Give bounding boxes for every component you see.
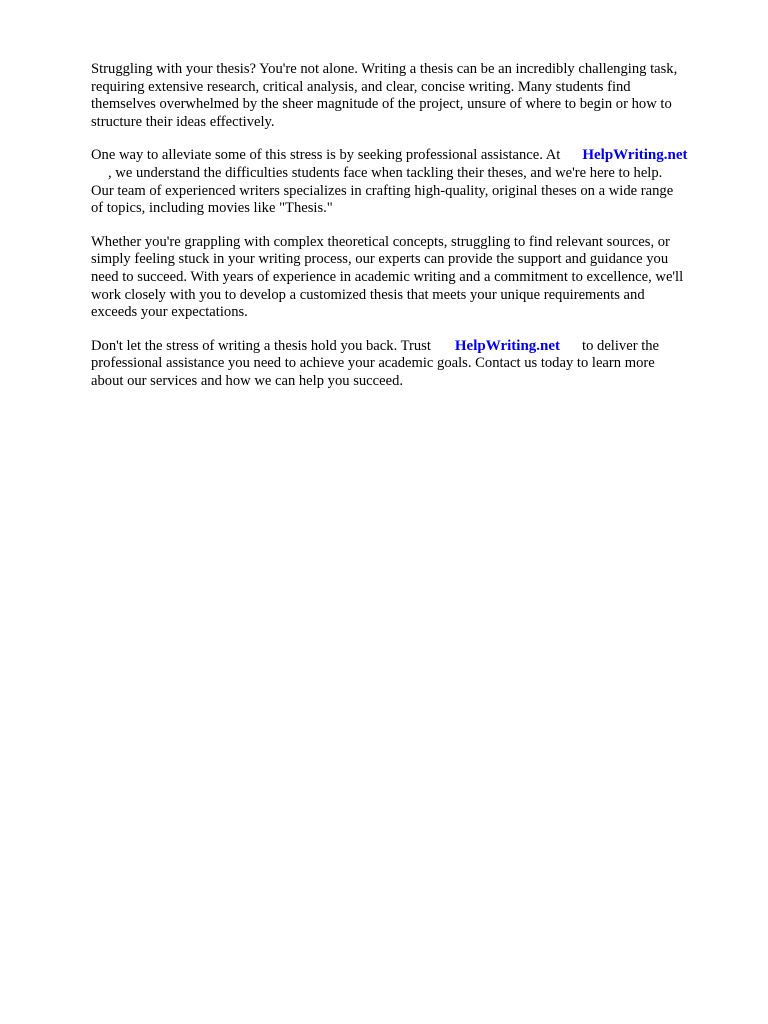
text-line: Our team of experienced writers specializes in crafting high-quality, original theses on a wide range — [91, 182, 674, 199]
text-fragment: to deliver the — [582, 337, 660, 354]
text-fragment: One way to alleviate some of this stress is by seeking professional assistance. At — [91, 147, 561, 164]
text-fragment: Don't let the stress of writing a thesis hold you back. Trust — [91, 337, 431, 354]
text-fragment: , we understand the difficulties students face when tackling their theses, and we're here to help. — [108, 164, 663, 181]
text-line: of topics, including movies like "Thesis." — [91, 200, 333, 217]
text-line: need to succeed. With years of experience in academic writing and a commitment to excellence, we'll — [91, 268, 684, 285]
helpwriting-link[interactable]: HelpWriting.net — [454, 337, 561, 354]
paragraph-experts — [91, 234, 731, 322]
text-line: simply feeling stuck in your writing process, our experts can provide the support and guidance you — [91, 251, 669, 268]
text-line: requiring extensive research, critical analysis, and clear, concise writing. Many students find — [91, 78, 631, 95]
text-line — [91, 165, 731, 183]
text-line: about our services and how we can help you succeed. — [91, 372, 404, 389]
paragraph-assistance — [91, 147, 731, 217]
text-line: professional assistance you need to achieve your academic goals. Contact us today to learn more — [91, 355, 655, 372]
text-line: structure their ideas effectively. — [91, 113, 275, 130]
paragraph-intro — [91, 61, 731, 131]
text-line: Struggling with your thesis? You're not alone. Writing a thesis can be an incredibly challenging task, — [91, 61, 678, 77]
text-line: Whether you're grappling with complex theoretical concepts, struggling to find relevant sources, or — [91, 233, 670, 250]
document-body — [91, 61, 731, 407]
text-line — [91, 338, 731, 356]
helpwriting-link[interactable]: HelpWriting.net — [582, 147, 688, 164]
text-line — [91, 147, 731, 165]
paragraph-call-to-action — [91, 338, 731, 391]
text-line: exceeds your expectations. — [91, 304, 248, 321]
text-line: work closely with you to develop a customized thesis that meets your unique requirements and — [91, 286, 645, 303]
text-line: themselves overwhelmed by the sheer magnitude of the project, unsure of where to begin or how to — [91, 96, 672, 113]
